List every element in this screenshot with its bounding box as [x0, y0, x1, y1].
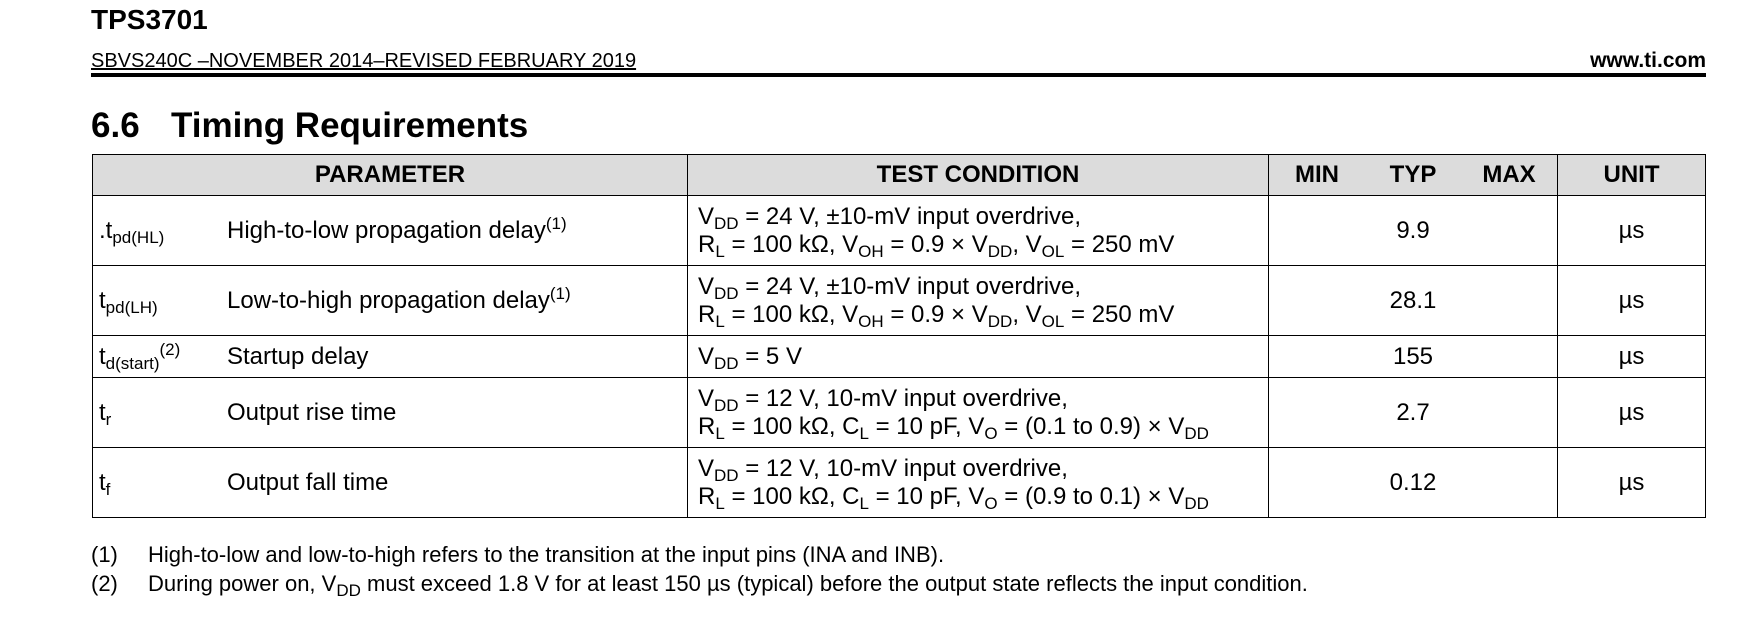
max-value [1461, 266, 1558, 336]
typ-value: 0.12 [1365, 448, 1461, 518]
unit-value: µs [1558, 266, 1706, 336]
subscript: L [715, 241, 725, 261]
section-title: Timing Requirements [171, 106, 529, 145]
text-run: = 10 pF, V [868, 482, 985, 510]
parameter-description [227, 378, 688, 448]
subscript: DD [987, 241, 1013, 261]
header-test-condition: TEST CONDITION [688, 155, 1269, 196]
unit-value: µs [1558, 336, 1706, 378]
symbol-base: t [99, 286, 106, 314]
section-number: 6.6 [91, 106, 140, 145]
text-run: = 24 V, ±10-mV input overdrive, [738, 272, 1082, 300]
footnote-number: (1) [91, 542, 118, 567]
text-run: = 100 kΩ, V [724, 300, 859, 328]
test-condition [688, 448, 1269, 518]
symbol-base: .t [99, 216, 113, 244]
text-run: = 0.9 × V [883, 230, 988, 258]
condition-line-1 [698, 203, 1268, 231]
test-condition [688, 336, 1269, 378]
text-run: = 100 kΩ, V [724, 230, 859, 258]
text-run: = 24 V, ±10-mV input overdrive, [738, 202, 1082, 230]
text-run: R [698, 300, 716, 328]
test-condition [688, 266, 1269, 336]
description-text: Low-to-high propagation delay [227, 286, 550, 314]
subscript: OH [858, 241, 884, 261]
typ-value: 28.1 [1365, 266, 1461, 336]
text-run: V [698, 272, 715, 300]
condition-line-2 [698, 483, 1268, 511]
symbol-subscript: pd(HL) [112, 227, 165, 247]
text-run: = (0.1 to 0.9) × V [997, 412, 1185, 440]
description-text: Output rise time [227, 398, 397, 426]
parameter-description [227, 448, 688, 518]
table-row [93, 266, 1706, 336]
text-run: = (0.9 to 0.1) × V [997, 482, 1185, 510]
symbol-subscript: r [105, 409, 112, 429]
unit-value: µs [1558, 378, 1706, 448]
typ-value: 2.7 [1365, 378, 1461, 448]
symbol-subscript: f [105, 479, 111, 499]
document-id: SBVS240C –NOVEMBER 2014–REVISED FEBRUARY 2019 [91, 50, 637, 72]
max-value [1461, 196, 1558, 266]
text-run: must exceed 1.8 V for at least 150 µs (typical) before the output state reflects the input condition. [360, 571, 1308, 596]
text-run: = 12 V, 10-mV input overdrive, [738, 454, 1068, 482]
min-value [1269, 336, 1366, 378]
condition-line-2 [698, 301, 1268, 329]
parameter-symbol [93, 378, 228, 448]
condition-line-1 [698, 385, 1268, 413]
subscript: DD [714, 213, 739, 233]
footnotes [91, 540, 1308, 598]
unit-value: µs [1558, 196, 1706, 266]
subscript: DD [714, 465, 739, 485]
subscript: OL [1041, 241, 1065, 261]
text-run: = 0.9 × V [883, 300, 988, 328]
table-row [93, 448, 1706, 518]
min-value [1269, 196, 1366, 266]
subscript: DD [336, 581, 361, 600]
text-run: = 250 mV [1064, 230, 1175, 258]
text-run: R [698, 230, 716, 258]
description-text: Output fall time [227, 468, 389, 496]
subscript: O [984, 423, 998, 443]
table-row [93, 196, 1706, 266]
condition-line-1 [698, 343, 1268, 371]
subscript: O [984, 493, 998, 513]
subscript: L [859, 493, 869, 513]
section-heading [91, 106, 528, 146]
footnote-text [148, 540, 944, 569]
table-row [93, 336, 1706, 378]
text-run: , V [1012, 230, 1042, 258]
text-run: During power on, V [148, 571, 337, 596]
symbol-base: t [99, 468, 106, 496]
unit-value: µs [1558, 448, 1706, 518]
parameter-description [227, 196, 688, 266]
text-run: = 10 pF, V [868, 412, 985, 440]
footnote-text [148, 569, 1308, 598]
parameter-symbol [93, 336, 228, 378]
description-footnote-ref: (1) [549, 283, 571, 303]
header-max: MAX [1461, 155, 1558, 196]
footnote [91, 540, 1308, 569]
symbol-base: t [99, 398, 106, 426]
subscript: L [715, 311, 725, 331]
description-text: High-to-low propagation delay [227, 216, 546, 244]
condition-line-2 [698, 231, 1268, 259]
condition-line-1 [698, 273, 1268, 301]
text-run: V [698, 384, 715, 412]
symbol-subscript: d(start) [105, 353, 160, 373]
text-run: = 12 V, 10-mV input overdrive, [738, 384, 1068, 412]
symbol-footnote-ref: (2) [159, 339, 181, 359]
description-text: Startup delay [227, 342, 369, 370]
subscript: DD [714, 283, 739, 303]
max-value [1461, 448, 1558, 518]
timing-requirements-table [92, 154, 1706, 518]
text-run: V [698, 454, 715, 482]
text-run: = 5 V [738, 342, 802, 370]
text-run: V [698, 342, 715, 370]
test-condition [688, 378, 1269, 448]
condition-line-1 [698, 455, 1268, 483]
subscript: DD [1184, 493, 1209, 513]
part-number: TPS3701 [91, 4, 208, 35]
typ-value: 9.9 [1365, 196, 1461, 266]
min-value [1269, 448, 1366, 518]
text-run: V [698, 202, 715, 230]
header-unit: UNIT [1558, 155, 1706, 196]
subscript: DD [1184, 423, 1209, 443]
table-row [93, 378, 1706, 448]
header-min: MIN [1269, 155, 1366, 196]
text-run: High-to-low and low-to-high refers to the transition at the input pins (INA and INB). [148, 542, 945, 567]
parameter-symbol [93, 266, 228, 336]
symbol-subscript: pd(LH) [105, 297, 158, 317]
subscript: DD [987, 311, 1013, 331]
parameter-description [227, 266, 688, 336]
subscript: OH [858, 311, 884, 331]
subscript: L [715, 423, 725, 443]
header-rule [91, 73, 1706, 77]
subscript: DD [714, 353, 739, 373]
parameter-description [227, 336, 688, 378]
text-run: = 100 kΩ, C [724, 412, 860, 440]
condition-line-2 [698, 413, 1268, 441]
max-value [1461, 336, 1558, 378]
test-condition [688, 196, 1269, 266]
text-run: R [698, 412, 716, 440]
typ-value: 155 [1365, 336, 1461, 378]
header-parameter: PARAMETER [93, 155, 688, 196]
text-run: , V [1012, 300, 1042, 328]
parameter-symbol [93, 448, 228, 518]
text-run: = 250 mV [1064, 300, 1175, 328]
text-run: R [698, 482, 716, 510]
description-footnote-ref: (1) [545, 213, 567, 233]
footnote-number: (2) [91, 571, 118, 596]
subscript: OL [1041, 311, 1065, 331]
text-run: = 100 kΩ, C [724, 482, 860, 510]
subscript: L [859, 423, 869, 443]
parameter-symbol [93, 196, 228, 266]
website-link[interactable]: www.ti.com [1590, 49, 1706, 72]
subscript: DD [714, 395, 739, 415]
footnote [91, 569, 1308, 598]
table-header-row [93, 155, 1706, 196]
max-value [1461, 378, 1558, 448]
subscript: L [715, 493, 725, 513]
min-value [1269, 266, 1366, 336]
header-typ: TYP [1365, 155, 1461, 196]
min-value [1269, 378, 1366, 448]
symbol-base: t [99, 342, 106, 370]
